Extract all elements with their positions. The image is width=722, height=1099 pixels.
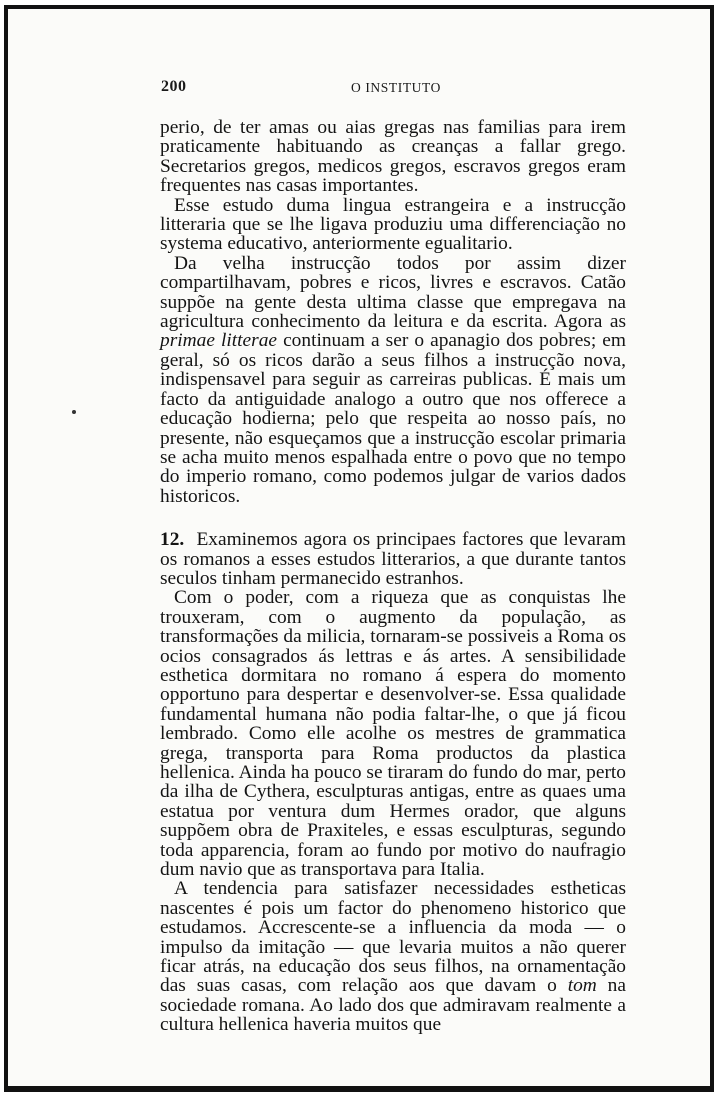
section-12-paragraph-1-text: Examinemos agora os principaes factores que levaram os romanos a esses estudos litterarios, a que durante tantos seculos tinham permanecido estranhos.	[160, 529, 626, 589]
section-12-paragraph-1	[160, 530, 626, 588]
paragraph-3-text-a: Da velha instrucção todos por assim dizer compartilhavam, pobres e ricos, livres e escravos. Catão suppõe na gente desta ultima classe que empregava na agricultura conhecimento da leitura e da escrita. Agora as	[160, 252, 626, 333]
section-12-paragraph-2: Com o poder, com a riqueza que as conquistas lhe trouxeram, com o augmento da população, as transformações da milicia, tornaram-se possiveis a Roma os ocios consagrados ás lettras e ás artes. A sensibilidade esthetica dormitara no romano á espera do momento opportuno para despertar e desenvolver-se. Essa qualidade fundamental humana não podia faltar-lhe, o que já ficou lembrado. Como elle acolhe os mestres de grammatica grega, transporta para Roma productos da plastica hellenica. Ainda ha pouco se tiraram do fundo do mar, perto da ilha de Cythera, esculpturas antigas, entre as quaes uma estatua por ventura dum Hermes orador, que alguns suppõem obra de Praxiteles, e essas esculpturas, segundo toda apparencia, foram ao fundo por motivo do naufragio dum navio que as transportava para Italia.	[160, 587, 626, 881]
page-header	[156, 78, 626, 98]
section-12-paragraph-3-italic: tom	[567, 975, 597, 997]
section-12-paragraph-3-text-b: na sociedade romana. Ao lado dos que admiravam realmente a cultura hellenica haveria muitos que	[160, 975, 626, 1036]
paragraph-1: perio, de ter amas ou aias gregas nas familias para irem praticamente habituando as creanças a fallar grego. Secretarios gregos, medicos gregos, escravos gregos eram frequentes nas casas importantes.	[160, 117, 626, 197]
section-number: 12.	[160, 529, 185, 551]
paragraph-3-italic: primae litterae	[160, 330, 278, 352]
paragraph-3	[160, 254, 626, 506]
paragraph-2: Esse estudo duma lingua estrangeira e a instrucção litteraria que se lhe ligava produziu uma differenciação no systema educativo, anteriormente egualitario.	[160, 194, 626, 255]
running-title: O INSTITUTO	[351, 80, 441, 95]
section-12-paragraph-3	[160, 879, 626, 1034]
body-text	[160, 118, 626, 1035]
section-12-paragraph-3-text-a: A tendencia para satisfazer necessidades estheticas nascentes é pois um factor do phenomeno historico que estudamos. Accrescente-se a influencia da moda — o impulso da imitação — que levaria muitos a não querer ficar atrás, na educação dos seus filhos, na ornamentação das suas casas, com relação aos que davam o	[160, 878, 626, 997]
ink-speck	[72, 410, 76, 414]
page-number: 200	[161, 78, 187, 95]
paragraph-3-text-b: continuam a ser o apanagio dos pobres; em geral, só os ricos darão a seus filhos a instrucção nova, indispensavel para seguir as carreiras publicas. É mais um facto da antiguidade analogo a outro que nos offerece a educação hodierna; pelo que respeita ao nosso país, no presente, não esqueçamos que a instrucção escolar primaria se acha muito menos espalhada entre o povo que no tempo do imperio romano, como podemos julgar de varios dados historicos.	[160, 330, 626, 507]
